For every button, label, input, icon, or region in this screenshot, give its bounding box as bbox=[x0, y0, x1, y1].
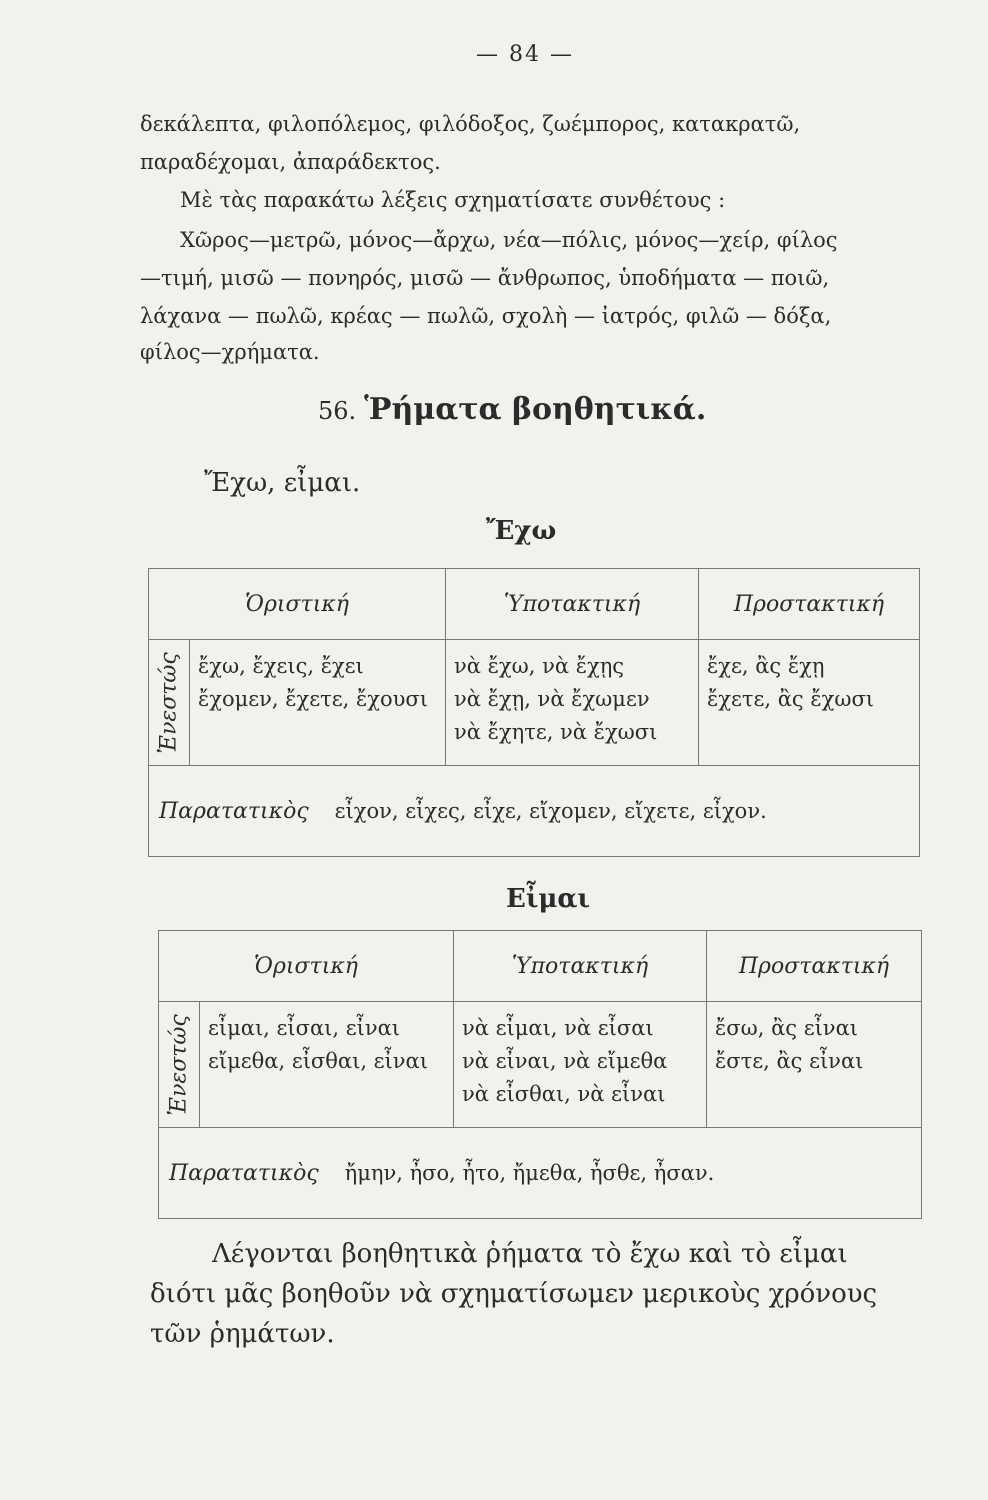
intro-line: —τιμή, μισῶ — πονηρός, μισῶ — ἄνθρωπος, ὑποδήματα — ποιῶ, bbox=[140, 266, 830, 290]
form-line: νὰ εἶμαι, νὰ εἶσαι bbox=[462, 1016, 654, 1040]
form-line: νὰ εἶσθαι, νὰ εἶναι bbox=[462, 1082, 666, 1106]
closing-paragraph bbox=[150, 1234, 877, 1354]
page-number: — 84 — bbox=[476, 42, 574, 67]
form-line: εἴμεθα, εἶσθαι, εἶναι bbox=[208, 1049, 428, 1073]
imperfect-forms: εἶχον, εἶχες, εἶχε, εἴχομεν, εἴχετε, εἶχον. bbox=[334, 798, 767, 823]
section-title: Ῥήματα βοηθητικά. bbox=[364, 392, 707, 427]
imperfect-forms: ἤμην, ἦσο, ἦτο, ἤμεθα, ἦσθε, ἦσαν. bbox=[344, 1160, 715, 1185]
form-line: ἔχομεν, ἔχετε, ἔχουσι bbox=[198, 687, 428, 711]
imperfect-label: Παρατατικὸς bbox=[159, 798, 309, 824]
form-line: νὰ ἔχω, νὰ ἔχῃς bbox=[454, 654, 625, 678]
subjunctive-cell bbox=[446, 640, 699, 766]
form-line: ἔσω, ἂς εἶναι bbox=[715, 1016, 858, 1040]
intro-line: λάχανα — πωλῶ, κρέας — πωλῶ, σχολὴ — ἰατρός, φιλῶ — δόξα, bbox=[140, 304, 832, 328]
closing-line: διότι μᾶς βοηθοῦν νὰ σχηματίσωμεν μερικοὺς χρόνους bbox=[150, 1279, 878, 1309]
form-line: ἔχετε, ἂς ἔχωσι bbox=[707, 687, 875, 711]
intro-line: παραδέχομαι, ἀπαράδεκτος. bbox=[140, 150, 441, 174]
section-number: 56. bbox=[318, 397, 357, 425]
intro-line: δεκάλεπτα, φιλοπόλεμος, φιλόδοξος, ζωέμπορος, κατακρατῶ, bbox=[140, 112, 801, 136]
form-line: νὰ ἔχῃ, νὰ ἔχωμεν bbox=[454, 687, 650, 711]
imperative-cell bbox=[707, 1002, 922, 1128]
tense-label: Ἐνεστώς bbox=[156, 651, 182, 754]
intro-line: φίλος—χρήματα. bbox=[140, 340, 320, 364]
conjugation-table-echo bbox=[148, 568, 920, 857]
form-line: εἶμαι, εἶσαι, εἶναι bbox=[208, 1016, 401, 1040]
imperfect-row bbox=[159, 1128, 922, 1219]
subtitle: Ἔχω, εἶμαι. bbox=[204, 468, 361, 498]
form-line: νὰ ἔχητε, νὰ ἔχωσι bbox=[454, 720, 658, 744]
closing-line: Λέγονται βοηθητικὰ ῥήματα τὸ ἔχω καὶ τὸ εἶμαι bbox=[212, 1239, 848, 1269]
form-line: ἔστε, ἂς εἶναι bbox=[715, 1049, 864, 1073]
indicative-cell bbox=[200, 1002, 454, 1128]
tense-label-cell bbox=[159, 1002, 200, 1128]
imperfect-row bbox=[149, 766, 920, 857]
tense-label: Ἐνεστώς bbox=[166, 1013, 192, 1116]
header-indicative: Ὁριστική bbox=[245, 591, 349, 617]
header-imperative: Προστακτική bbox=[738, 953, 890, 979]
section-heading bbox=[318, 392, 706, 427]
header-subjunctive: Ὑποτακτική bbox=[503, 591, 641, 617]
header-subjunctive: Ὑποτακτική bbox=[511, 953, 649, 979]
form-line: ἔχω, ἔχεις, ἔχει bbox=[198, 654, 364, 678]
table-title-echo: Ἔχω bbox=[486, 516, 557, 546]
closing-line: τῶν ῥημάτων. bbox=[150, 1319, 335, 1349]
header-indicative: Ὁριστική bbox=[254, 953, 358, 979]
intro-line: Χῶρος—μετρῶ, μόνος—ἄρχω, νέα—πόλις, μόνος—χείρ, φίλος bbox=[180, 228, 838, 252]
table-title-eimai: Εἶμαι bbox=[506, 884, 591, 914]
imperfect-label: Παρατατικὸς bbox=[169, 1160, 319, 1186]
tense-label-cell bbox=[149, 640, 190, 766]
intro-line: Μὲ τὰς παρακάτω λέξεις σχηματίσατε συνθέτους : bbox=[180, 188, 726, 212]
subjunctive-cell bbox=[454, 1002, 707, 1128]
form-line: νὰ εἶναι, νὰ εἴμεθα bbox=[462, 1049, 668, 1073]
imperative-cell bbox=[699, 640, 920, 766]
conjugation-table-eimai bbox=[158, 930, 922, 1219]
form-line: ἔχε, ἂς ἔχῃ bbox=[707, 654, 825, 678]
header-imperative: Προστακτική bbox=[733, 591, 885, 617]
indicative-cell bbox=[190, 640, 446, 766]
